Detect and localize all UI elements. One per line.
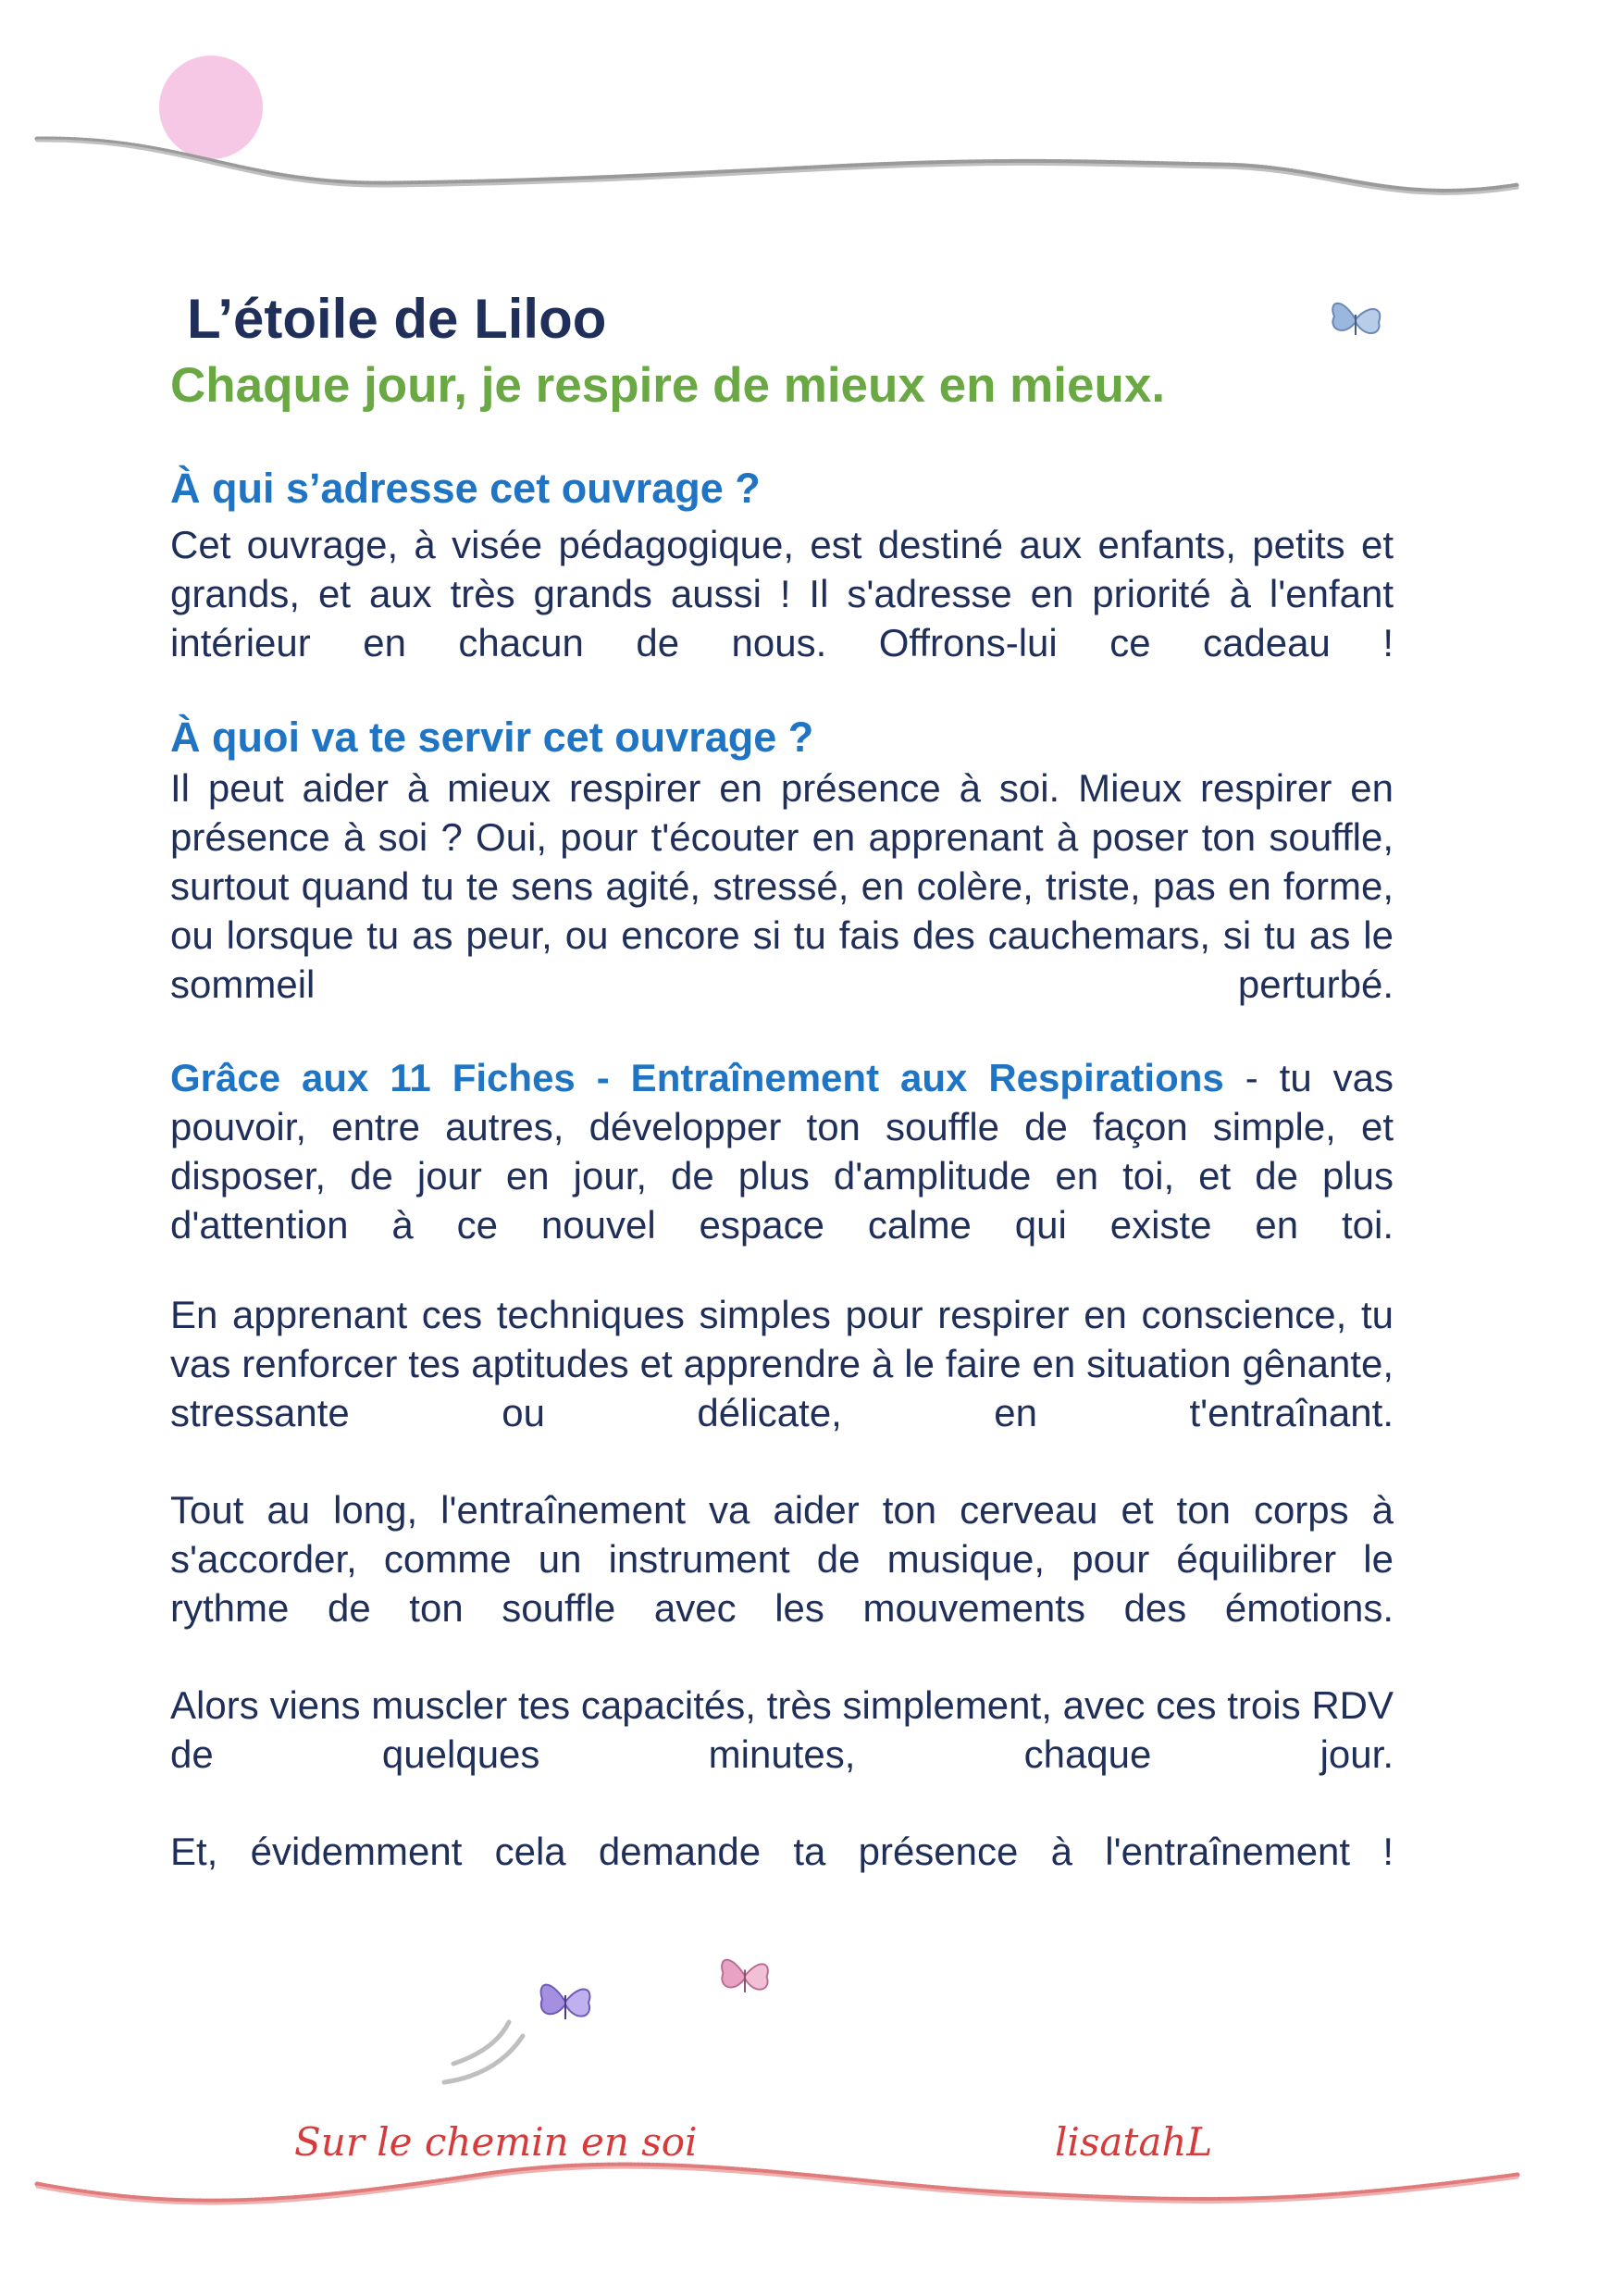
pink-circle <box>159 56 263 159</box>
butterfly-icon-pink <box>714 1945 775 2006</box>
paragraph-presence: Et, évidemment cela demande ta présence à l'entraînement ! <box>170 1830 1394 1873</box>
page-subtitle: Chaque jour, je respire de mieux en mieux. <box>170 358 1166 413</box>
page-title: L’étoile de Liloo <box>187 288 607 350</box>
footer-signature: lisatahL <box>1055 2119 1213 2165</box>
section-heading-audience: À qui s’adresse cet ouvrage ? <box>170 465 761 512</box>
swoosh-marks <box>435 1980 546 2091</box>
fiches-lead: Grâce aux 11 Fiches - Entraînement aux Respirations <box>170 1056 1224 1099</box>
paragraph-training: Tout au long, l'entraînement va aider ton cerveau et ton corps à s'accorder, comme un instrument de musique, pour équilibrer le rythme de ton souffle avec les mouvements des émotions. <box>170 1488 1394 1630</box>
bottom-wavy-line <box>37 2165 1518 2201</box>
fiches-rest: - tu vas pouvoir, entre autres, développer ton souffle de façon simple, et disposer, de jour en jour, de plus d'amplitude en toi, et de plus d'attention à ce nouvel espace calme qui existe en toi. <box>170 1056 1394 1247</box>
section-body-purpose: Il peut aider à mieux respirer en présence à soi. Mieux respirer en présence à soi ? Oui, pour t'écouter en apprenant à poser ton souffle, surtout quand tu te sens agité, stressé, en colère, triste, pas en forme, ou lorsque tu as peur, ou encore si tu fais des cauchemars, si tu as le sommeil perturbé. <box>170 766 1394 1006</box>
bottom-decoration <box>0 2147 1623 2277</box>
top-decoration <box>0 0 1623 241</box>
document-body <box>170 285 1394 1876</box>
footer-tagline: Sur le chemin en soi <box>294 2119 698 2165</box>
top-wavy-line <box>37 139 1518 191</box>
butterfly-icon-purple <box>533 1969 598 2034</box>
paragraph-techniques: En apprenant ces techniques simples pour respirer en conscience, tu vas renforcer tes aptitudes et apprendre à le faire en situation gênante, stressante ou délicate, en t'entraînant. <box>170 1293 1394 1434</box>
paragraph-capacities: Alors viens muscler tes capacités, très simplement, avec ces trois RDV de quelques minutes, chaque jour. <box>170 1683 1394 1776</box>
paragraph-fiches <box>170 1053 1394 1249</box>
section-body-audience: Cet ouvrage, à visée pédagogique, est destiné aux enfants, petits et grands, et aux très grands aussi ! Il s'adresse en priorité à l'enfant intérieur en chacun de nous. Offrons-lui ce cadeau ! <box>170 523 1394 664</box>
section-heading-purpose: À quoi va te servir cet ouvrage ? <box>170 714 814 761</box>
